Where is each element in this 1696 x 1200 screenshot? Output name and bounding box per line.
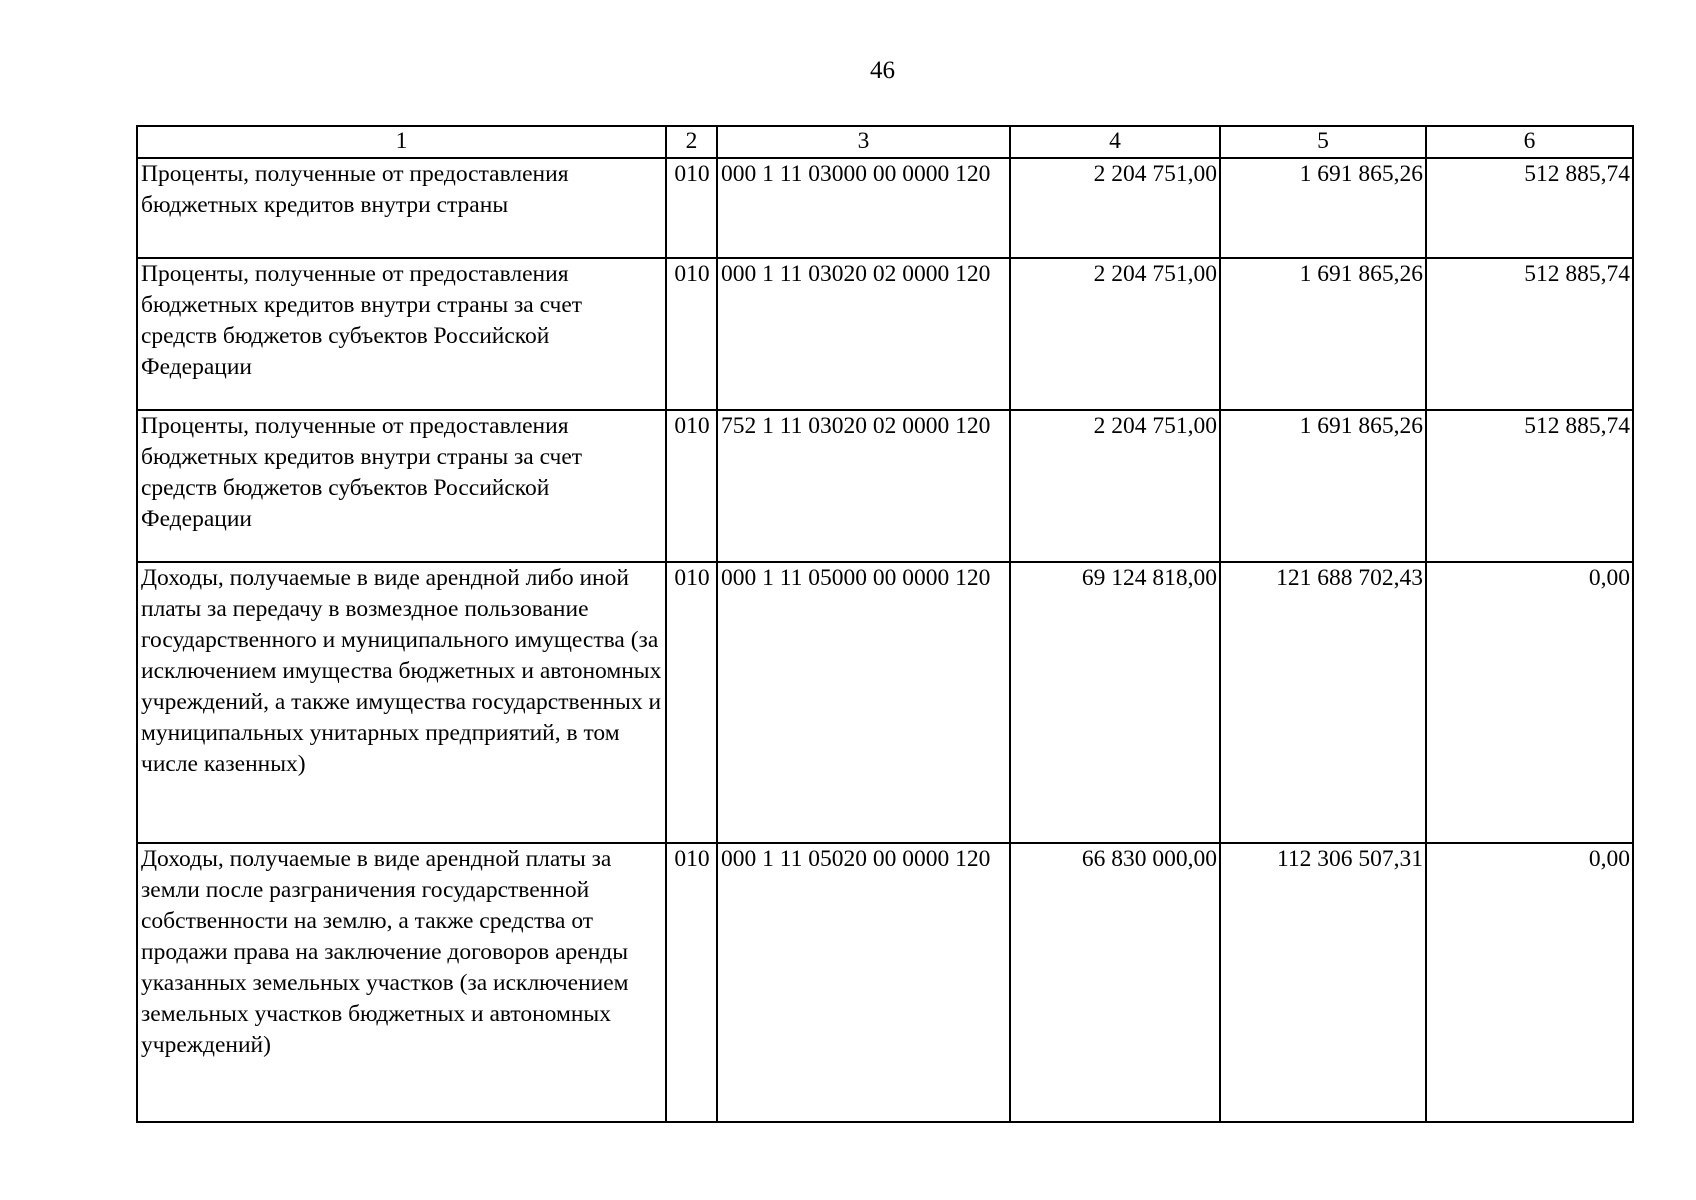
row-value-col4: 66 830 000,00: [1010, 843, 1220, 1122]
column-header-2: 2: [666, 126, 717, 158]
row-line-code: 010: [666, 258, 717, 410]
row-budget-code: 000 1 11 03000 00 0000 120: [717, 158, 1010, 258]
row-name: Проценты, полученные от предоставления бюджетных кредитов внутри страны за счет средств бюджетов субъектов Российской Федерации: [137, 410, 666, 562]
table-header-row: [137, 126, 1633, 158]
row-line-code: 010: [666, 562, 717, 843]
row-name: Доходы, получаемые в виде арендной платы за земли после разграничения государственной собственности на землю, а также средства от продажи права на заключение договоров аренды указанных земельных участков (за исключением земельных участков бюджетных и автономных учреждений): [137, 843, 666, 1122]
column-header-3: 3: [717, 126, 1010, 158]
row-value-col4: 69 124 818,00: [1010, 562, 1220, 843]
row-budget-code: 000 1 11 03020 02 0000 120: [717, 258, 1010, 410]
row-value-col5: 1 691 865,26: [1220, 258, 1426, 410]
column-header-4: 4: [1010, 126, 1220, 158]
table-row: [137, 158, 1633, 258]
row-value-col5: 121 688 702,43: [1220, 562, 1426, 843]
row-line-code: 010: [666, 410, 717, 562]
row-value-col6: 512 885,74: [1426, 158, 1633, 258]
row-value-col6: 512 885,74: [1426, 410, 1633, 562]
row-budget-code: 752 1 11 03020 02 0000 120: [717, 410, 1010, 562]
table-row: [137, 843, 1633, 1122]
revenue-table: [136, 125, 1634, 1123]
row-value-col6: 0,00: [1426, 843, 1633, 1122]
row-line-code: 010: [666, 158, 717, 258]
page-number: 46: [870, 57, 895, 84]
row-budget-code: 000 1 11 05020 00 0000 120: [717, 843, 1010, 1122]
row-name: Доходы, получаемые в виде арендной либо иной платы за передачу в возмездное пользование государственного и муниципального имущества (за исключением имущества бюджетных и автономных учреждений, а также имущества государственных и муниципальных унитарных предприятий, в том числе казенных): [137, 562, 666, 843]
table-row: [137, 258, 1633, 410]
row-value-col5: 1 691 865,26: [1220, 158, 1426, 258]
row-value-col4: 2 204 751,00: [1010, 258, 1220, 410]
row-value-col6: 512 885,74: [1426, 258, 1633, 410]
row-value-col6: 0,00: [1426, 562, 1633, 843]
table-row: [137, 562, 1633, 843]
column-header-5: 5: [1220, 126, 1426, 158]
row-line-code: 010: [666, 843, 717, 1122]
row-value-col4: 2 204 751,00: [1010, 410, 1220, 562]
row-name: Проценты, полученные от предоставления бюджетных кредитов внутри страны за счет средств бюджетов субъектов Российской Федерации: [137, 258, 666, 410]
row-budget-code: 000 1 11 05000 00 0000 120: [717, 562, 1010, 843]
row-name: Проценты, полученные от предоставления бюджетных кредитов внутри страны: [137, 158, 666, 258]
column-header-6: 6: [1426, 126, 1633, 158]
row-value-col5: 112 306 507,31: [1220, 843, 1426, 1122]
column-header-1: 1: [137, 126, 666, 158]
row-value-col5: 1 691 865,26: [1220, 410, 1426, 562]
row-value-col4: 2 204 751,00: [1010, 158, 1220, 258]
table-row: [137, 410, 1633, 562]
